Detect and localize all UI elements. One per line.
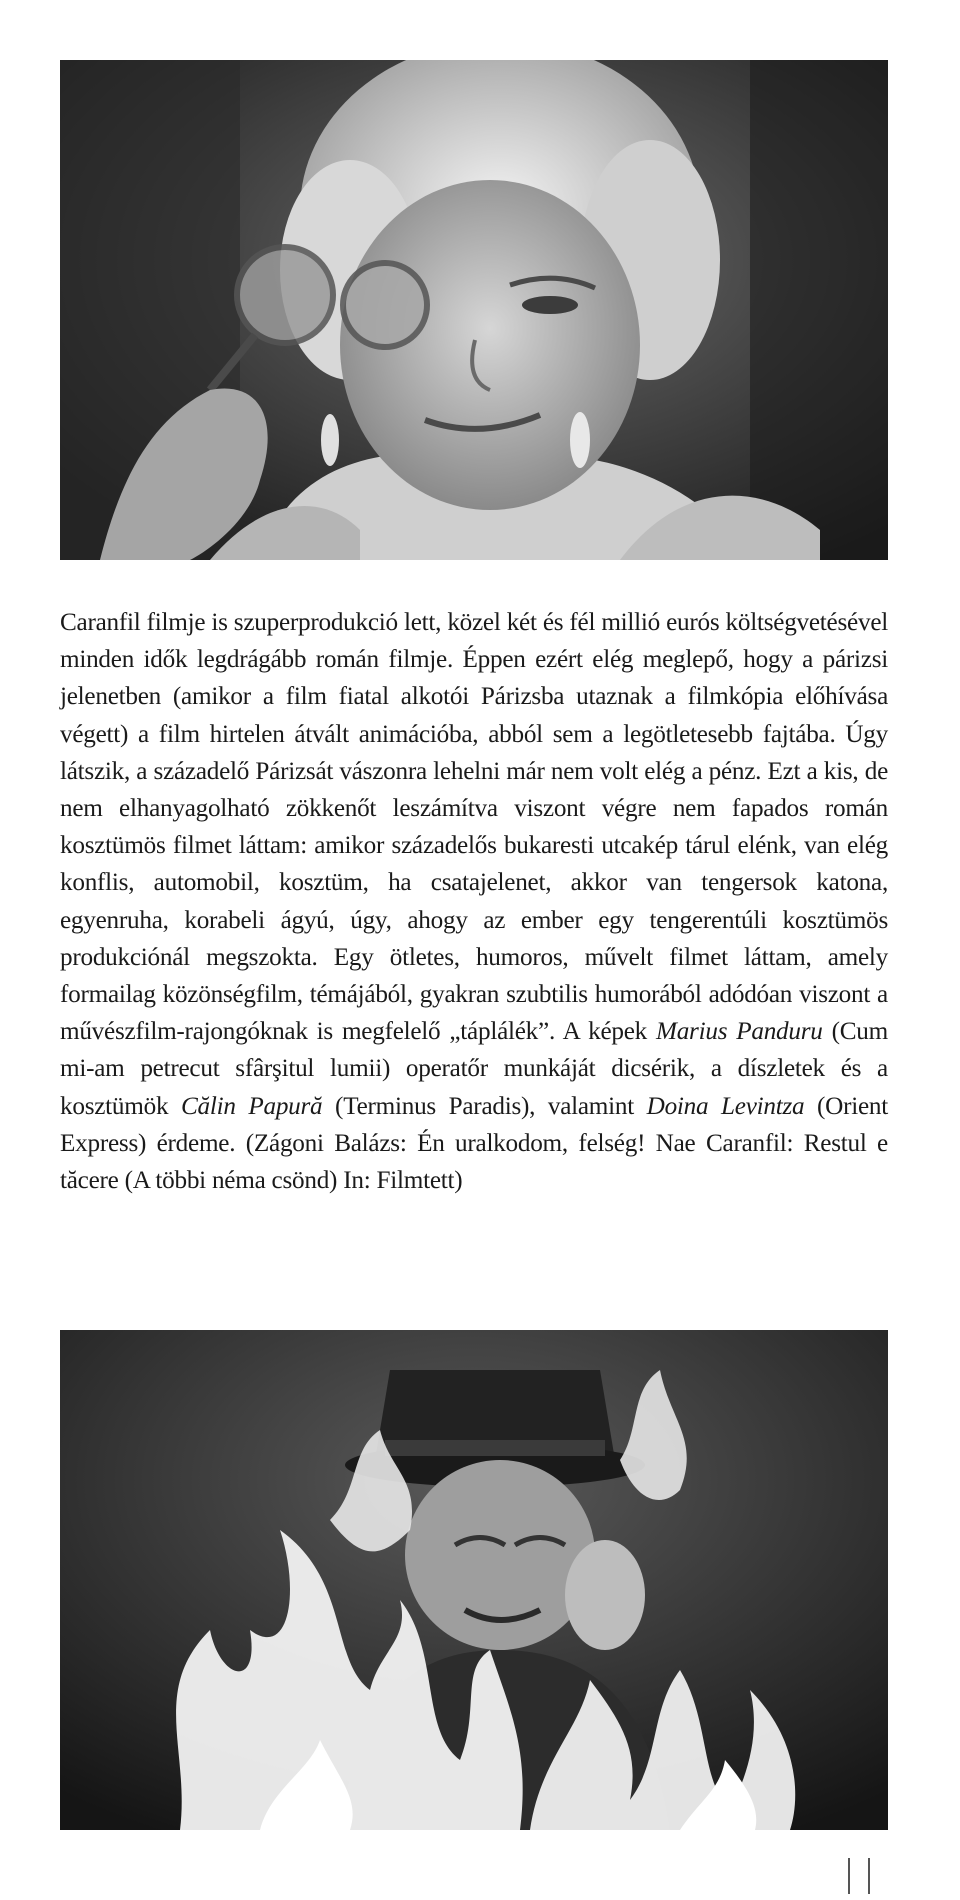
man-top-hat-flames-photo	[60, 1330, 888, 1830]
person-name-doina-levintza: Doina Levintza	[646, 1092, 805, 1120]
person-name-calin-papura: Călin Papură	[180, 1092, 323, 1120]
article-text-3: (Terminus Paradis), valamint	[322, 1092, 647, 1120]
portrait-woman-lorgnette-photo	[60, 60, 888, 560]
top-photo	[60, 60, 888, 560]
article-text-4: (Orient Express) érdeme. (Zágoni Balázs: Én uralkodom, felség! Nae Caranfil: Restul e tăcere (A többi néma csönd) In: Filmtett)	[60, 1092, 889, 1195]
article-text-2: (Cum mi-am petrecut sfârşitul lumii) operatőr munkáját dicsérik, a díszletek és a kosztümök	[60, 1018, 888, 1120]
folio-rule-left	[848, 1858, 850, 1894]
article-paragraph	[60, 604, 888, 1199]
article-body	[60, 604, 888, 1199]
page-number-marks	[846, 1858, 876, 1894]
article-text-1: Caranfil filmje is szuperprodukció lett, közel két és fél millió eurós költségvetésével minden idők legdrágább román filmje. Éppen ezért elég meglepő, hogy a párizsi jelenetben (amikor a film fiatal alkotói Párizsba utaznak a filmkópia előhívása végett) a film hirtelen átvált animációba, abból sem a legötletesebb fajtába. Úgy látszik, a századelő Párizsát vászonra lehelni már nem volt elég a pénz. Ezt a kis, de nem elhanyagolható zökkenőt leszámítva viszont végre nem fapados román kosztümös filmet láttam: amikor századelős bukaresti utcakép tárul elénk, van elég konflis, automobil, kosztüm, ha csatajelenet, akkor van tengersok katona, egyenruha, korabeli ágyú, úgy, ahogy az ember egy tengerentúli kosztümös produkciónál megszokta. Egy ötletes, humoros, művelt filmet láttam, amely formailag közönségfilm, témájából, gyakran szubtilis humorából adódóan viszont a művészfilm-rajongóknak is megfelelő „táplálék”. A képek	[60, 609, 888, 1046]
folio-rule-right	[868, 1858, 870, 1894]
person-name-marius-panduru: Marius Panduru	[655, 1018, 823, 1046]
bottom-photo	[60, 1330, 888, 1830]
